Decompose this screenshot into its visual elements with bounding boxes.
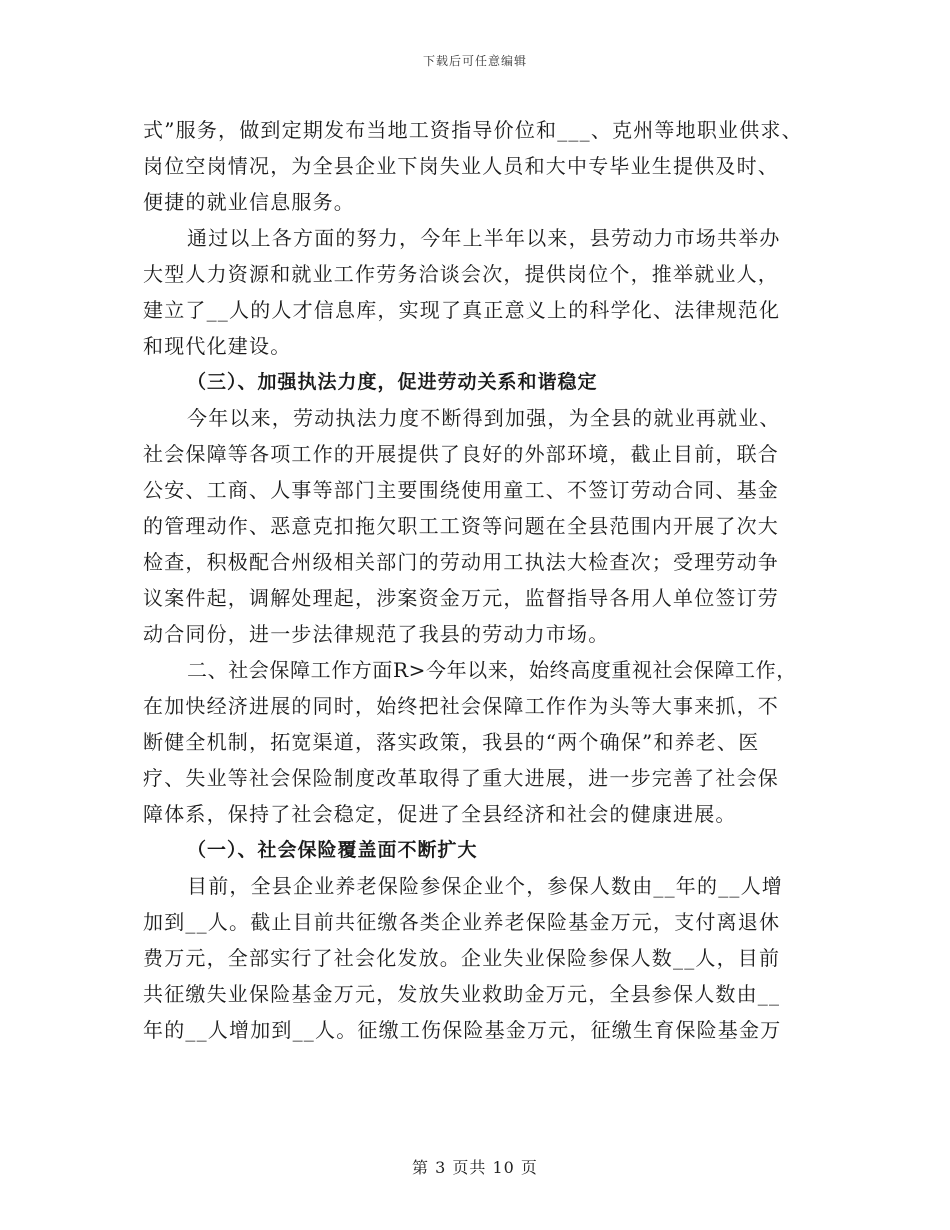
text-line: 和现代化建设。	[143, 334, 292, 358]
text-line: 费万元，全部实行了社会化发放。企业失业保险参保人数__人，目前	[143, 946, 781, 970]
text-line: 动合同份，进一步法律规范了我县的劳动力市场。	[143, 622, 610, 646]
text-line: 公安、工商、人事等部门主要围绕使用童工、不签订劳动合同、基金	[143, 478, 779, 502]
text-line: 岗位空岗情况，为全县企业下岗失业人员和大中专毕业生提供及时、	[143, 154, 779, 178]
section-heading: （三）、加强执法力度，促进劳动关系和谐稳定	[187, 371, 598, 393]
text-line: 式”服务，做到定期发布当地工资指导价位和___、克州等地职业供求、	[143, 118, 803, 142]
paragraph-start: 目前，全县企业养老保险参保企业个，参保人数由__年的__人增	[187, 874, 783, 898]
text-line: 建立了__人的人才信息库，实现了真正意义上的科学化、法律规范化	[143, 298, 781, 322]
text-line: 的管理动作、恶意克扣拖欠职工工资等问题在全县范围内开展了次大	[143, 514, 779, 538]
text-line: 疗、失业等社会保险制度改革取得了重大进展，进一步完善了社会保	[143, 766, 779, 790]
text-line: 议案件起，调解处理起，涉案资金万元，监督指导各用人单位签订劳	[143, 586, 779, 610]
text-line: 共征缴失业保险基金万元，发放失业救助金万元，全县参保人数由__	[143, 982, 781, 1006]
page-footer: 第 3 页共 10 页	[412, 1158, 538, 1177]
page-header: 下载后可任意编辑	[422, 54, 527, 68]
text-line: 便捷的就业信息服务。	[143, 190, 355, 214]
text-line: 检查，积极配合州级相关部门的劳动用工执法大检查次；受理劳动争	[143, 550, 779, 574]
text-line: 在加快经济进展的同时，始终把社会保障工作作为头等大事来抓，不	[143, 694, 779, 718]
section-heading: （一）、社会保险覆盖面不断扩大	[187, 839, 478, 861]
paragraph-start: 二、社会保障工作方面R>今年以来，始终高度重视社会保障工作，	[187, 658, 797, 682]
text-line: 障体系，保持了社会稳定，促进了全县经济和社会的健康进展。	[143, 802, 737, 826]
text-line: 加到__人。截止目前共征缴各类企业养老保险基金万元，支付离退休	[143, 910, 781, 934]
text-line: 年的__人增加到__人。征缴工伤保险基金万元，征缴生育保险基金万	[143, 1018, 782, 1042]
text-line: 大型人力资源和就业工作劳务洽谈会次，提供岗位个，推举就业人，	[143, 262, 779, 286]
paragraph-start: 今年以来，劳动执法力度不断得到加强，为全县的就业再就业、	[187, 406, 781, 430]
paragraph-start: 通过以上各方面的努力，今年上半年以来，县劳动力市场共举办	[187, 226, 781, 250]
text-line: 社会保障等各项工作的开展提供了良好的外部环境，截止目前，联合	[143, 442, 779, 466]
body-text	[143, 112, 803, 1048]
text-line: 断健全机制，拓宽渠道，落实政策，我县的“两个确保”和养老、医	[143, 730, 760, 754]
